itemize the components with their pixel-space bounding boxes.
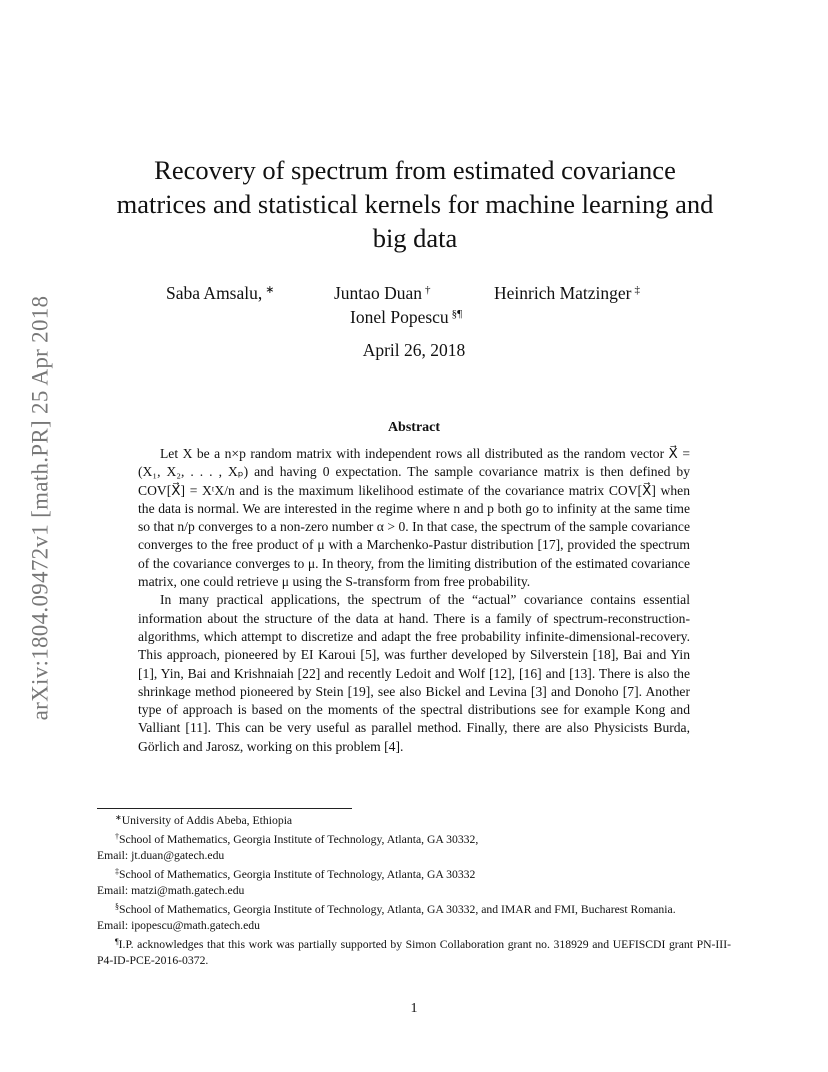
footnote-mark: ∗ — [115, 813, 122, 822]
footnote — [97, 934, 731, 969]
footnote-text: University of Addis Abeba, Ethiopia — [121, 814, 293, 827]
title-line: matrices and statistical kernels for machine learning and — [116, 189, 714, 219]
publication-date: April 26, 2018 — [362, 340, 466, 360]
author — [166, 278, 274, 305]
footnote-text: Email: ipopescu@math.gatech.edu — [97, 919, 260, 932]
footnote-mark: ‡ — [115, 867, 119, 876]
author-mark: ‡ — [634, 284, 641, 296]
footnote-text: School of Mathematics, Georgia Institute of Technology, Atlanta, GA 30332, and IMAR and FMI, Bucharest Romania. — [119, 903, 676, 916]
author-name: Saba Amsalu, — [166, 283, 263, 303]
author-name: Heinrich Matzinger — [494, 283, 632, 303]
footnote-text: Email: matzi@math.gatech.edu — [97, 884, 245, 897]
author — [350, 302, 462, 329]
footnote — [97, 829, 731, 848]
arxiv-id: arXiv:1804.09472v1 [math.PR] 25 Apr 2018 — [27, 295, 53, 720]
footnotes — [97, 810, 731, 969]
author-mark: ∗ — [265, 284, 275, 296]
footnote-text: School of Mathematics, Georgia Institute of Technology, Atlanta, GA 30332, — [119, 833, 479, 846]
paper-title — [90, 153, 740, 255]
footnote-text: Email: jt.duan@gatech.edu — [97, 849, 225, 862]
author-mark: §¶ — [451, 308, 463, 320]
footnote-mark: § — [115, 902, 119, 911]
footnote — [97, 883, 731, 899]
author-name: Ionel Popescu — [350, 307, 449, 327]
footnote-text: School of Mathematics, Georgia Institute of Technology, Atlanta, GA 30332 — [119, 868, 476, 881]
footnote — [97, 810, 731, 829]
title-line: big data — [372, 223, 458, 253]
title-line: Recovery of spectrum from estimated covariance — [154, 155, 676, 185]
footnote-mark: ¶ — [115, 937, 119, 946]
footnote — [97, 864, 731, 883]
author — [494, 278, 640, 305]
abstract-heading: Abstract — [387, 420, 441, 435]
author-name: Juntao Duan — [334, 283, 422, 303]
footnote — [97, 848, 731, 864]
abstract-paragraph: Let X be a n×p random matrix with independent rows all distributed as the random vector X⃗ = (X₁, X₂, . . . , Xₚ) and having 0 expectation. The sample covariance matrix is then defined by COV[X⃗] = XᵗX/n and is the maximum likelihood estimate of the covariance matrix COV[X⃗] when the data is normal. We are interested in the regime where n and p both go to infinity at the same time so that n/p converges to a non-zero number α > 0. In that case, the spectrum of the sample covariance converges to the free product of μ with a Marchenko-Pastur distribution [17], provided the spectrum of the covariance converges to μ. In theory, from the limiting distribution of the estimated covariance matrix, one could retrieve μ using the S-transform from free probability. — [138, 446, 690, 590]
abstract-paragraph: In many practical applications, the spectrum of the “actual” covariance contains essential information about the structure of the data at hand. There is a family of spectrum-reconstruction-algorithms, which attempt to discretize and adapt the free probability infinite-dimensional-recovery. This approach, pioneered by EI Karoui [5], was further developed by Silverstein [18], Bai and Yin [1], Yin, Bai and Krishnaiah [22] and recently Ledoit and Wolf [12], [16] and [13]. There is also the shrinkage method pioneered by Stein [19], see also Bickel and Levina [3] and Donoho [7]. Another type of approach is based on the moments of the spectral distributions see for example Kong and Valliant [11]. This can be very useful as parallel method. Finally, there are also Physicists Burda, Görlich and Jarosz, working on this problem [4]. — [138, 592, 690, 754]
page-number: 1 — [410, 1001, 418, 1016]
footnote — [97, 899, 731, 918]
footnote-mark: † — [115, 832, 119, 841]
footnote-text: I.P. acknowledges that this work was partially supported by Simon Collaboration grant no. 318929 and UEFISCDI grant PN-III-P4-ID-PCE-2016-0372. — [97, 938, 731, 967]
abstract — [138, 445, 690, 756]
author-mark: † — [424, 284, 431, 296]
footnote-divider — [97, 808, 352, 809]
footnote — [97, 918, 731, 934]
author — [334, 278, 430, 305]
